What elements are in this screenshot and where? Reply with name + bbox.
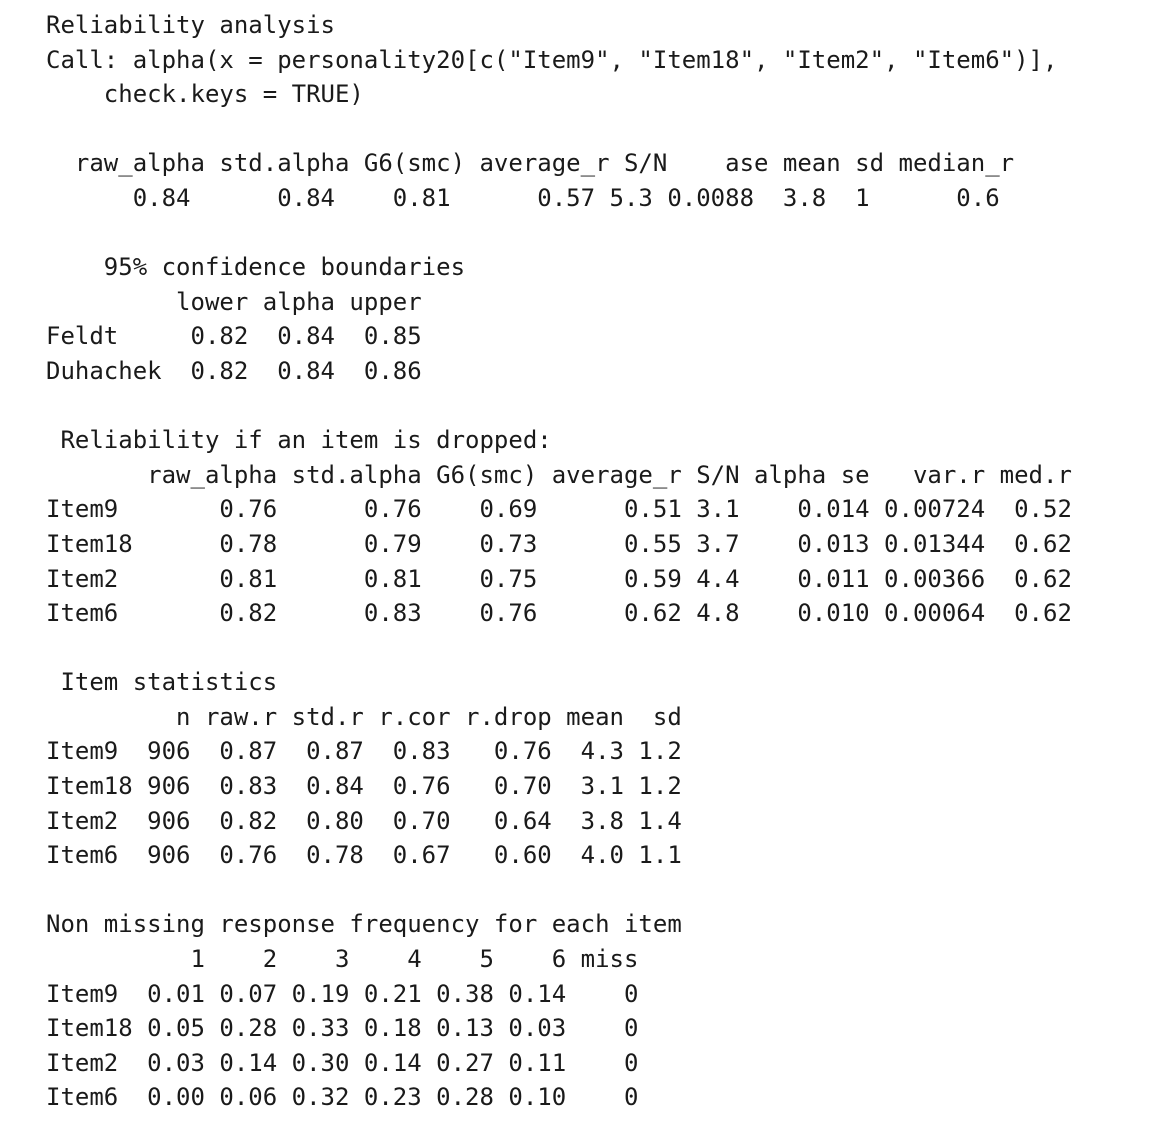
summary-values: 0.84 0.84 0.81 0.57 5.3 0.0088 3.8 1 0.6 bbox=[46, 183, 1000, 212]
frequency-row-item6: Item6 0.00 0.06 0.32 0.23 0.28 0.10 0 bbox=[46, 1083, 639, 1112]
confidence-row-feldt: Feldt 0.82 0.84 0.85 bbox=[46, 322, 422, 351]
blank-line bbox=[46, 873, 1072, 908]
dropped-title: Reliability if an item is dropped: bbox=[46, 426, 552, 455]
blank-line bbox=[46, 389, 1072, 424]
frequency-header: 1 2 3 4 5 6 miss bbox=[46, 945, 639, 974]
item-stats-row-item6: Item6 906 0.76 0.78 0.67 0.60 4.0 1.1 bbox=[46, 841, 682, 870]
summary-header: raw_alpha std.alpha G6(smc) average_r S/N ase mean sd median_r bbox=[46, 149, 1015, 178]
dropped-row-item6: Item6 0.82 0.83 0.76 0.62 4.8 0.010 0.00064 0.62 bbox=[46, 599, 1072, 628]
console-output bbox=[46, 8, 1072, 1115]
frequency-row-item2: Item2 0.03 0.14 0.30 0.14 0.27 0.11 0 bbox=[46, 1048, 639, 1077]
item-stats-title: Item statistics bbox=[46, 668, 278, 697]
item-stats-row-item2: Item2 906 0.82 0.80 0.70 0.64 3.8 1.4 bbox=[46, 806, 682, 835]
frequency-row-item18: Item18 0.05 0.28 0.33 0.18 0.13 0.03 0 bbox=[46, 1014, 639, 1043]
item-stats-header: n raw.r std.r r.cor r.drop mean sd bbox=[46, 702, 682, 731]
blank-line bbox=[46, 112, 1072, 147]
confidence-header: lower alpha upper bbox=[46, 287, 422, 316]
frequency-row-item9: Item9 0.01 0.07 0.19 0.21 0.38 0.14 0 bbox=[46, 979, 639, 1008]
confidence-title: 95% confidence boundaries bbox=[46, 253, 466, 282]
output-title: Reliability analysis bbox=[46, 11, 335, 39]
blank-line bbox=[46, 216, 1072, 251]
dropped-row-item2: Item2 0.81 0.81 0.75 0.59 4.4 0.011 0.00366 0.62 bbox=[46, 564, 1072, 593]
dropped-row-item9: Item9 0.76 0.76 0.69 0.51 3.1 0.014 0.00724 0.52 bbox=[46, 495, 1072, 524]
item-stats-row-item9: Item9 906 0.87 0.87 0.83 0.76 4.3 1.2 bbox=[46, 737, 682, 766]
item-stats-row-item18: Item18 906 0.83 0.84 0.76 0.70 3.1 1.2 bbox=[46, 772, 682, 801]
dropped-row-item18: Item18 0.78 0.79 0.73 0.55 3.7 0.013 0.01344 0.62 bbox=[46, 529, 1072, 558]
call-continuation: check.keys = TRUE) bbox=[46, 80, 364, 109]
blank-line bbox=[46, 631, 1072, 666]
frequency-title: Non missing response frequency for each item bbox=[46, 910, 682, 939]
confidence-row-duhachek: Duhachek 0.82 0.84 0.86 bbox=[46, 356, 422, 385]
call-line: Call: alpha(x = personality20[c("Item9", "Item18", "Item2", "Item6")], bbox=[46, 45, 1058, 74]
dropped-header: raw_alpha std.alpha G6(smc) average_r S/N alpha se var.r med.r bbox=[46, 460, 1072, 489]
